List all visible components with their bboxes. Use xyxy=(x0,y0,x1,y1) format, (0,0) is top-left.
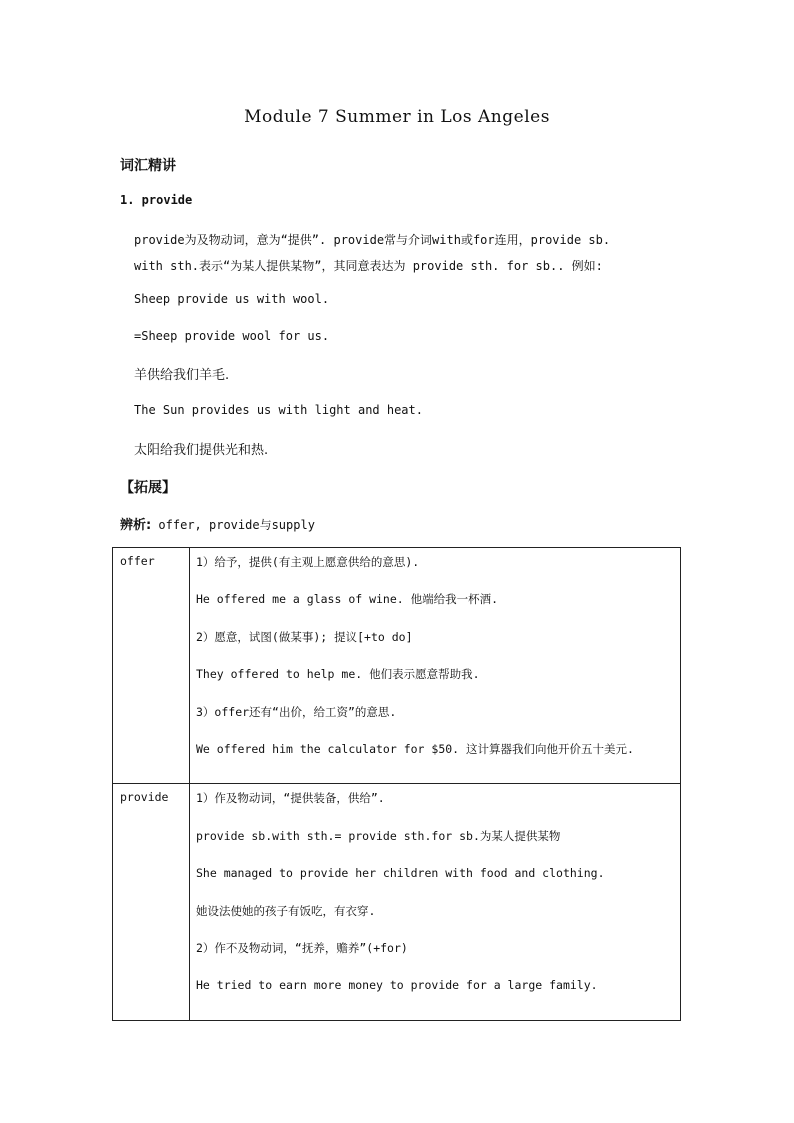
intro-paragraph xyxy=(134,227,694,279)
definition-line: provide sb.with sth.= provide sth.for sb.为某人提供某物 xyxy=(196,828,561,843)
analysis-label: 辨析: xyxy=(120,518,152,533)
analysis-line xyxy=(120,514,315,533)
definition-line: She managed to provide her children with food and clothing. xyxy=(196,866,605,881)
example-2: =Sheep provide wool for us. xyxy=(134,329,330,343)
intro-line-1: provide为及物动词，意为“提供”. provide常与介词with或for连用，provide sb. xyxy=(134,233,611,247)
definition-line: He offered me a glass of wine. 他端给我一杯酒. xyxy=(196,592,499,607)
expand-heading: 【拓展】 xyxy=(120,480,176,496)
definition-line: 她设法使她的孩子有饭吃，有衣穿. xyxy=(196,903,376,918)
analysis-text: offer, provide与supply xyxy=(151,518,315,532)
example-3: 羊供给我们羊毛. xyxy=(134,368,230,383)
comparison-table xyxy=(112,547,681,1021)
word-cell: provide xyxy=(113,784,190,1020)
table-row-provide xyxy=(113,784,681,1020)
definition-line: They offered to help me. 他们表示愿意帮助我. xyxy=(196,667,480,682)
definition-line: 3）offer还有“出价，给工资”的意思. xyxy=(196,704,397,719)
example-4: The Sun provides us with light and heat. xyxy=(134,403,423,417)
word-cell: offer xyxy=(113,548,190,784)
definition-line: 1）给予，提供(有主观上愿意供给的意思). xyxy=(196,555,420,569)
definition-line: 2）愿意，试图(做某事); 提议[+to do] xyxy=(196,629,413,644)
example-5: 太阳给我们提供光和热. xyxy=(134,443,269,458)
section-heading: 词汇精讲 xyxy=(120,158,176,174)
definition-line: 1）作及物动词，“提供装备，供给”. xyxy=(196,791,385,806)
definition-line: 2）作不及物动词，“抚养，赡养”(+for) xyxy=(196,940,408,955)
page-title: Module 7 Summer in Los Angeles xyxy=(244,107,550,127)
definition-cell xyxy=(190,784,681,1020)
table-row-offer xyxy=(113,548,681,784)
definition-line: We offered him the calculator for $50. 这计算器我们向他开价五十美元. xyxy=(196,741,634,756)
example-1: Sheep provide us with wool. xyxy=(134,292,330,306)
intro-line-2: with sth.表示“为某人提供某物”，其同意表达为 provide sth. for sb.. 例如: xyxy=(134,259,603,273)
definition-line: He tried to earn more money to provide for a large family. xyxy=(196,978,598,993)
item-heading: 1. provide xyxy=(120,193,193,207)
definition-cell xyxy=(190,548,681,784)
